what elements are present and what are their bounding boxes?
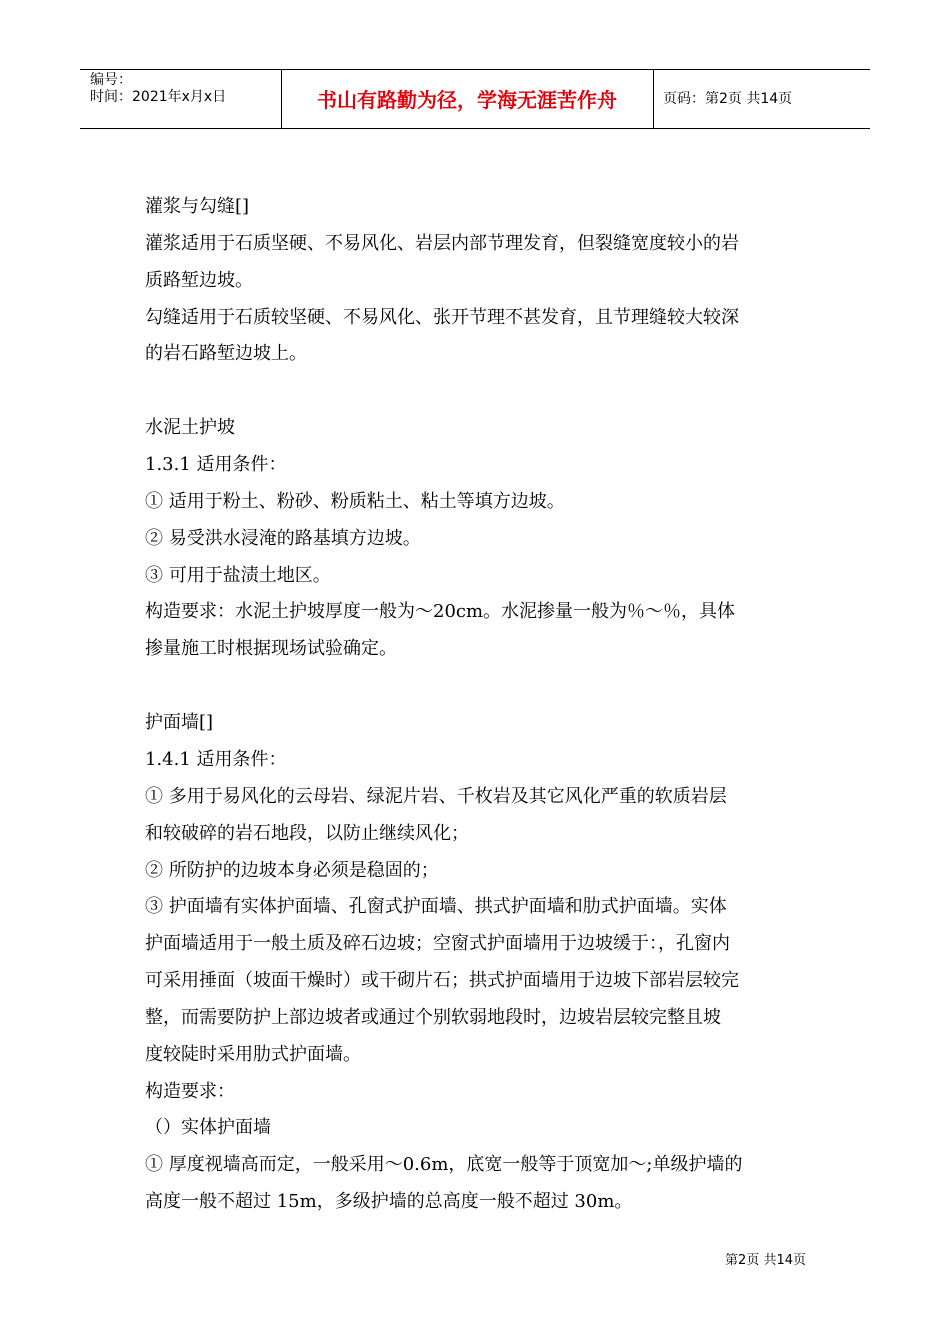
text-line: 掺量施工时根据现场试验确定。 <box>145 638 397 660</box>
text-line: ① 多用于易风化的云母岩、绿泥片岩、千枚岩及其它风化严重的软质岩层 <box>145 785 727 807</box>
text-line: 1.3.1 适用条件： <box>145 454 287 476</box>
text-line: 度较陡时采用肋式护面墙。 <box>145 1043 361 1065</box>
text-line: 可采用捶面（坡面干燥时）或干砌片石；拱式护面墙用于边坡下部岩层较完 <box>145 970 739 992</box>
text-line: 的岩石路堑边坡上。 <box>145 343 307 365</box>
text-line: ③ 护面墙有实体护面墙、孔窗式护面墙、拱式护面墙和肋式护面墙。实体 <box>145 896 727 918</box>
text-line: ① 适用于粉土、粉砂、粉质粘土、粘土等填方边坡。 <box>145 490 565 512</box>
page-header <box>80 69 870 129</box>
text-line: 护面墙适用于一般土质及碎石边坡；空窗式护面墙用于边坡缓于：，孔窗内 <box>145 933 730 955</box>
document-number-label: 编号： <box>90 72 132 88</box>
text-line: 护面墙[] <box>145 712 214 734</box>
text-line: 1.4.1 适用条件： <box>145 748 287 770</box>
document-body <box>145 189 810 1221</box>
text-line: 质路堑边坡。 <box>145 269 253 291</box>
blank-line <box>145 668 810 705</box>
text-line: 灌浆与勾缝[] <box>145 196 250 217</box>
header-page-cell <box>653 70 870 128</box>
text-line: ② 易受洪水浸淹的路基填方边坡。 <box>145 527 421 549</box>
text-line: 构造要求： <box>145 1080 235 1102</box>
header-page-code: 页码：第2页 共14页 <box>663 91 793 107</box>
text-line: ① 厚度视墙高而定，一般采用～0.6m，底宽一般等于顶宽加～;单级护墙的 <box>145 1154 743 1176</box>
text-line: 灌浆适用于石质坚硬、不易风化、岩层内部节理发育，但裂缝宽度较小的岩 <box>145 232 739 254</box>
header-meta-cell <box>80 70 282 128</box>
header-motto-cell <box>281 70 654 128</box>
text-line: 和较破碎的岩石地段，以防止继续风化； <box>145 822 469 844</box>
document-time-label: 时间：2021年x月x日 <box>90 89 227 105</box>
text-line: ③ 可用于盐渍土地区。 <box>145 564 331 586</box>
blank-line <box>145 373 810 410</box>
text-line: 构造要求：水泥土护坡厚度一般为～20cm。水泥掺量一般为％～％，具体 <box>145 601 736 623</box>
text-line: 勾缝适用于石质较坚硬、不易风化、张开节理不甚发育，且节理缝较大较深 <box>145 306 739 328</box>
text-line: ② 所防护的边坡本身必须是稳固的； <box>145 859 439 881</box>
text-line: 高度一般不超过 15m，多级护墙的总高度一般不超过 30m。 <box>145 1191 633 1213</box>
text-line: 水泥土护坡 <box>145 417 235 439</box>
text-line: 整，而需要防护上部边坡者或通过个别软弱地段时，边坡岩层较完整且坡 <box>145 1006 721 1028</box>
page-footer-number: 第2页 共14页 <box>725 1253 806 1268</box>
header-motto: 书山有路勤为径，学海无涯苦作舟 <box>317 88 617 112</box>
text-line: （）实体护面墙 <box>145 1117 271 1139</box>
